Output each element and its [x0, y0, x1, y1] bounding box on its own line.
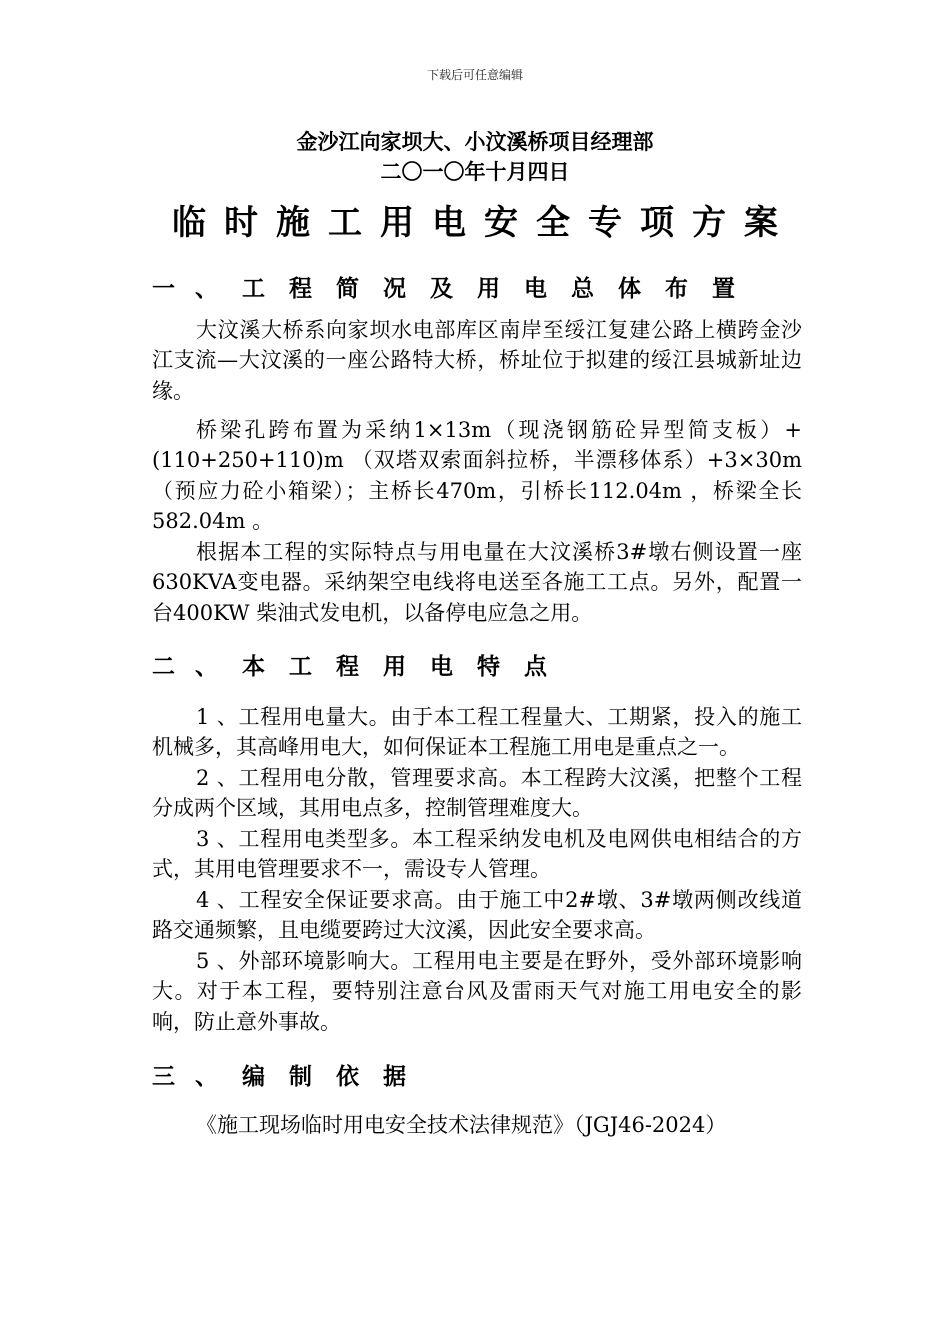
section-heading-1 — [152, 270, 759, 303]
section-number: 三、 — [152, 1064, 238, 1090]
list-item: 1 、工程用电量大。由于本工程工程量大、工期紧，投入的施工机械多，其高峰用电大，如何保证本工程施工用电是重点之一。 — [152, 705, 802, 760]
section-title: 本工程用电特点 — [242, 654, 571, 680]
section-title: 编制依据 — [242, 1064, 430, 1090]
list-item: 4 、工程安全保证要求高。由于施工中2#墩、3#墩两侧改线道路交通频繁，且电缆要跨过大汶溪，因此安全要求高。 — [152, 888, 802, 943]
section-title: 工程简况及用电总体布置 — [242, 276, 759, 302]
paragraph: 大汶溪大桥系向家坝水电部库区南岸至绥江复建公路上横跨金沙江支流—大汶溪的一座公路特大桥，桥址位于拟建的绥江县城新址边缘。 — [152, 318, 802, 403]
paragraph: 根据本工程的实际特点与用电量在大汶溪桥3#墩右侧设置一座630KVA变电器。采纳架空电线将电送至各施工工点。另外，配置一台400KW 柴油式发电机，以备停电应急之用。 — [152, 540, 802, 625]
organization-title: 金沙江向家坝大、小汶溪桥项目经理部 — [296, 130, 654, 154]
paragraph: 桥梁孔跨布置为采纳1×13m（现浇钢筋砼异型简支板）+(110+250+110)m （双塔双索面斜拉桥，半漂移体系）+3×30m（预应力砼小箱梁）；主桥长470m，引桥长112.04m ，桥梁全长582.04m 。 — [152, 418, 802, 534]
document-date: 二〇一〇年十月四日 — [380, 160, 570, 184]
section-number: 二、 — [152, 654, 238, 680]
list-item: 3 、工程用电类型多。本工程采纳发电机及电网供电相结合的方式，其用电管理要求不一，需设专人管理。 — [152, 827, 802, 882]
section-number: 一、 — [152, 276, 238, 302]
list-item: 5 、外部环境影响大。工程用电主要是在野外，受外部环境影响大。对于本工程，要特别注意台风及雷雨天气对施工用电安全的影响，防止意外事故。 — [152, 949, 802, 1034]
list-item: 2 、工程用电分散，管理要求高。本工程跨大汶溪，把整个工程分成两个区域，其用电点多，控制管理难度大。 — [152, 766, 802, 821]
section-heading-3 — [152, 1058, 430, 1091]
document-main-title: 临时施工用电安全专项方案 — [172, 203, 796, 243]
header-note: 下载后可任意编辑 — [426, 68, 523, 82]
reference-standard: 《施工现场临时用电安全技术法律规范》（JGJ46-2024） — [196, 1113, 727, 1137]
section-heading-2 — [152, 648, 571, 681]
